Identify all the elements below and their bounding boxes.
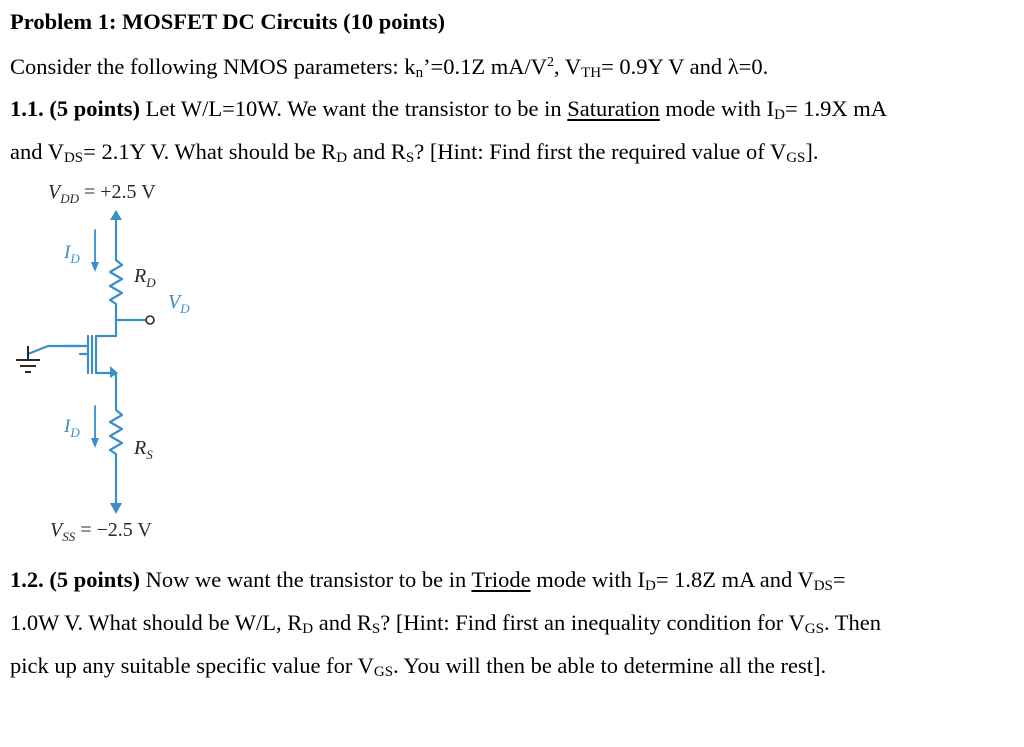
id-bottom-label: $I_D$: [64, 416, 80, 440]
channel-wire: [96, 320, 116, 410]
q2-line2: 1.0W V. What should be W/L, $R_D$ and $R_S$? [Hint: Find first an inequality condition for $V_{GS}$. Then: [10, 610, 882, 637]
id-bottom-arrow-icon: [91, 438, 99, 448]
id-top-label: $I_D$: [64, 242, 80, 266]
vdd-arrow-icon: [110, 210, 122, 220]
nmos-circuit-diagram: [0, 170, 260, 550]
gate-lead: [80, 336, 88, 373]
q1-line1: 1.1. (5 points) Let W/L=10W. We want the transistor to be in Saturation mode with $I_D= 1.9X$ mA: [10, 96, 888, 123]
vdd-label: $V_{DD} = +2.5$ V: [48, 181, 156, 206]
rd-label: $R_D$: [134, 265, 156, 290]
q1-label: 1.1. (5 points): [10, 96, 141, 121]
nmos-parameters: Consider the following NMOS parameters: $k_n’=0.1Z$ $mA/V^2$, $V_{TH}= 0.9Y$ V and λ=0.: [10, 54, 769, 81]
vss-label: $V_{SS} = -2.5$ V: [50, 519, 152, 544]
problem-title: Problem 1: MOSFET DC Circuits (10 points): [10, 9, 446, 34]
vss-arrow-icon: [110, 503, 122, 514]
q2-line1: 1.2. (5 points) Now we want the transistor to be in Triode mode with $I_D= 1.8Z$ mA and $V_{DS}=$: [10, 567, 846, 594]
rs-label: $R_S$: [134, 437, 153, 462]
saturation-term: Saturation: [567, 96, 660, 121]
rd-resistor: [110, 260, 122, 320]
triode-term: Triode: [471, 567, 531, 592]
q2-label: 1.2. (5 points): [10, 567, 141, 592]
q2-line3: pick up any suitable specific value for $V_{GS}$. You will then be able to determine all the rest].: [10, 653, 827, 680]
vd-label: $V_D$: [168, 291, 190, 316]
gate-wire: [28, 346, 80, 356]
q1-line2: and $V_{DS}= 2.1Y$ V. What should be $R_D$ and $R_S$? [Hint: Find first the required value of $V_{GS}$].: [10, 139, 819, 166]
rs-resistor: [110, 410, 122, 505]
vd-terminal: [146, 316, 154, 324]
id-top-arrow-icon: [91, 262, 99, 272]
